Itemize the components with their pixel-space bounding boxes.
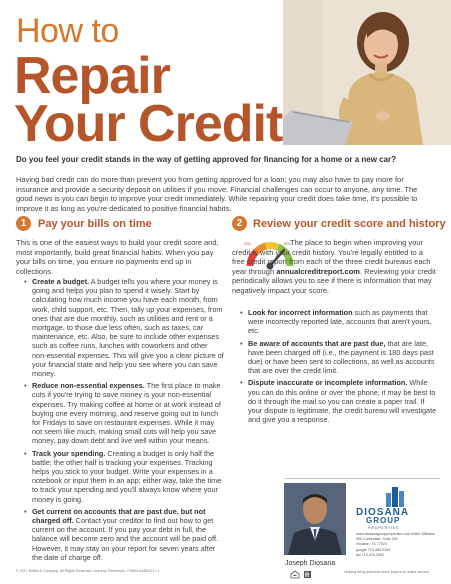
section-1-body: This is one of the easiest ways to build your credit score and, most importantly, build great financial habits. When you pay your bills on time, you ensure no payments end up in collections. <box>16 238 219 276</box>
contact-line: Houston, TX 77024 <box>356 542 387 547</box>
title-how-to: How to <box>16 12 119 50</box>
gauge-max-label: 850 <box>284 241 291 246</box>
bullet-lead: Track your spending. <box>32 448 106 458</box>
bullet-incorrect-info <box>248 308 438 336</box>
svg-text:R: R <box>305 573 310 579</box>
agent-contact <box>356 532 448 558</box>
equal-housing-icons <box>290 566 330 579</box>
agent-photo <box>284 483 346 555</box>
footer-copyright: © 2017 Buffini & Company. All Rights Reserved. Used by Permission. FHWH.AAB24117.1 <box>16 569 160 573</box>
building-logo-icon <box>384 485 406 507</box>
bullet-text: Contact your creditor to find out how to get current on the account. If you pay your debt in full, the balance will become zero and the account will be paid off. However, it may stay on your report for seven years after the date of charge off. <box>32 516 219 562</box>
section-2-heading: Review your credit score and history <box>253 218 446 230</box>
bullet-past-due <box>248 339 438 376</box>
bullet-dispute <box>248 378 438 424</box>
section-2-number: 2 <box>232 216 247 231</box>
bullet-lead: Get current on accounts that are past due, but not charged off. <box>32 506 206 526</box>
section-2-body <box>232 238 437 295</box>
logo-group: GROUP <box>366 516 401 525</box>
gauge-min-label: 300 <box>244 241 251 246</box>
bullet-text: The first place to make cuts if you're trying to save money is your non-essential expenses. Try making coffee at home or at work instead of buying one every morning, and reserve going out to lunch for Fridays to save on restaurant expenses. While it may not seem like much, making small cuts will help you save money, pay down debt and live well within your means. <box>32 381 221 446</box>
bullet-lead: Dispute inaccurate or incomplete information. <box>248 378 408 388</box>
footer-tagline: Helping bring potential home buyers at realtor service. <box>344 570 431 574</box>
bullet-text: that are late, have been charged off (i.e., the payment is 180 days past due) or have been sent to collections, as well as accounts that are over the credit limit. <box>248 338 435 376</box>
section-1-bullets <box>24 277 224 565</box>
title-repair: Repair <box>14 47 170 105</box>
bullet-create-budget <box>32 277 224 378</box>
bullet-lead: Create a budget. <box>32 277 90 286</box>
bullet-reduce-expenses <box>32 381 224 445</box>
section-2-body-end: . Reviewing your credit periodically allows you to see if there is information that may negatively impact your score. <box>232 266 436 295</box>
section-1-heading: Pay your bills on time <box>38 218 152 230</box>
bullet-lead: Reduce non-essential expenses. <box>32 381 145 391</box>
annualcreditreport-link[interactable]: annualcreditreport.com <box>276 266 360 276</box>
section-2-bullets <box>240 308 438 427</box>
bullet-text: such as payments that were incorrectly reported late, accounts that aren't yours, etc. <box>248 308 432 336</box>
agent-name: Joseph Diosana <box>285 560 336 567</box>
intro-question: Do you feel your credit stands in the way of getting approved for financing for a home or a new car? <box>16 155 397 164</box>
bullet-text: A budget tells you where your money is going and helps you plan to spend it wisely. Start by calculating how much income you have each month, from work, child support, etc. Then, tally up your expenses, from ones that are due monthly, such as utilities and rent or a mortgage, to those due less often, such as taxes, car maintenance, etc. Also, be sure to include other expenses such as coffee runs, lunches with coworkers and other non-essential expenses. This will give you a clear picture of your financial state and help you see where you can save money. <box>32 277 224 379</box>
contact-line: 950 Corbindale, Suite 100 <box>356 537 398 542</box>
bullet-text: While you can do this online or over the phone, it may be best to do it through the mail so you can create a paper trail. If your dispute is legitimate, the credit bureau will investigate and give you a response. <box>248 378 437 425</box>
logo-properties: PROPERTIES <box>368 526 400 530</box>
bullet-text: Creating a budget is only half the battle; the other half is tracking your expenses. Tracking helps you stick to your budget. Write your expenses in a notebook or input them in an app; either way, take the time to track your spending and you'll always know where your money is going. <box>32 448 222 504</box>
contact-line: www.diosanagroupproperties.com Keller Williams <box>356 532 435 536</box>
intro-text: Having bad credit can do more than prevent you from getting approved for a loan; you may also have to pay more for insurance and provide a security deposit on utilities if you move. Financial challenges can occur to anyone, any time. The good news is you can begin to improve your credit immediately. While repairing your credit does take time, it's possible to improve it as long as you're dedicated to positive financial habits. <box>16 175 418 213</box>
title-your-credit: Your Credit <box>14 95 283 153</box>
contact-line: google 713-465-0335 <box>356 547 391 552</box>
bullet-get-current <box>32 507 224 562</box>
hero-photo <box>283 0 451 145</box>
section-2-body-start: The place to begin when improving your credit is with your credit history. You're legally entitled to a free credit report from each of the three credit bureaus each year through <box>232 238 431 276</box>
logo-diosana: DIOSANA <box>356 507 410 518</box>
bullet-lead: Be aware of accounts that are past due, <box>248 338 386 348</box>
agent-divider <box>284 478 440 479</box>
section-1-number: 1 <box>16 216 31 231</box>
bullet-track-spending <box>32 449 224 504</box>
contact-line: fax 713-470-2992 <box>356 552 385 557</box>
bullet-lead: Look for incorrect information <box>248 308 353 317</box>
